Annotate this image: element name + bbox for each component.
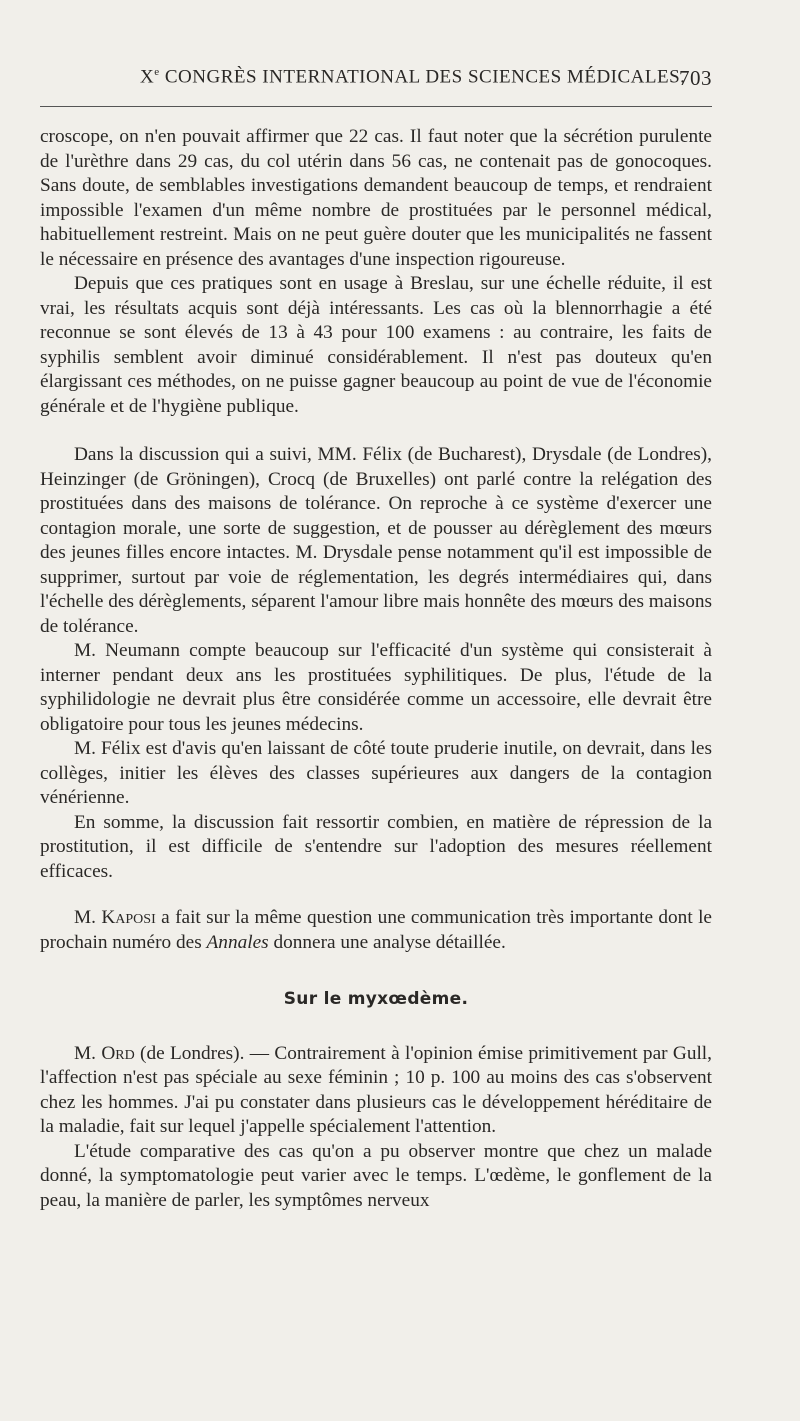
paragraph: croscope, on n'en pouvait affirmer que 22 cas. Il faut noter que la sécrétion purulente de l'urèthre dans 29 cas, du col utérin dans 56 cas, ne contenait pas de gonocoques. Sans doute, de semblables investigations demandent beaucoup de temps, et rendraient impossible l'examen d'un même nombre de prostituées par le personnel médical, habituellement restreint. Mais on ne peut guère douter que les municipalités ne fassent le nécessaire en présence des avantages d'une inspection rigoureuse. xyxy=(40,126,712,270)
paragraph: En somme, la discussion fait ressortir combien, en matière de répression de la prostitution, il est difficile de s'entendre sur l'adoption des mesures réellement efficaces. xyxy=(40,811,712,882)
author-name: Ord xyxy=(101,1042,135,1064)
header-title: Xe CONGRÈS INTERNATIONAL DES SCIENCES MÉDICALES. xyxy=(140,66,686,88)
author-name: Kaposi xyxy=(101,907,156,928)
section-title: Sur le myxœdème. xyxy=(283,989,469,1009)
paragraph: M. Kaposi a fait sur la même question une communication très importante dont le prochain numéro des Annales donnera une analyse détaillée. xyxy=(40,907,712,953)
body-text xyxy=(40,125,712,1213)
paragraph: Depuis que ces pratiques sont en usage à Breslau, sur une échelle réduite, il est vrai, les résultats acquis sont déjà intéressants. Les cas où la blennorrhagie a été reconnue se sont élevés de 13 à 43 pour 100 examens : au contraire, les faits de syphilis semblent avoir diminué considérablement. Il n'est pas douteux qu'en élargissant ces méthodes, on ne puisse gagner beaucoup au point de vue de l'économie générale et de l'hygiène publique. xyxy=(40,273,712,417)
running-header xyxy=(40,66,712,96)
paragraph: M. Neumann compte beaucoup sur l'efficacité d'un système qui consisterait à interner pendant deux ans les prostituées syphilitiques. De plus, l'étude de la syphilidologie ne devrait plus être considérée comme un accessoire, elle devrait être obligatoire pour tous les jeunes médecins. xyxy=(40,640,712,735)
paragraph: L'étude comparative des cas qu'on a pu observer montre que chez un malade donné, la symptomatologie peut varier avec le temps. L'œdème, le gonflement de la peau, la manière de parler, les symptômes nerveux xyxy=(40,1140,712,1211)
paragraph: M. Félix est d'avis qu'en laissant de côté toute pruderie inutile, on devrait, dans les collèges, initier les élèves des classes supérieures aux dangers de la contagion vénérienne. xyxy=(40,738,712,808)
header-rule xyxy=(40,106,712,107)
paragraph: Dans la discussion qui a suivi, MM. Félix (de Bucharest), Drysdale (de Londres), Heinzinger (de Gröningen), Crocq (de Bruxelles) ont parlé contre la relégation des prostituées dans des maisons de tolérance. On reproche à ce système d'exercer une contagion morale, une sorte de suggestion, et de pousser au dérèglement des mœurs des jeunes filles encore intactes. M. Drysdale pense notamment qu'il est impossible de supprimer, surtout par voie de réglementation, les degrés intermédiaires qui, dans l'échelle des dérèglements, séparent l'amour libre mais honnête des mœurs des maisons de tolérance. xyxy=(40,444,712,637)
journal-title: Annales xyxy=(206,931,269,953)
page-number: 703 xyxy=(679,66,712,90)
paragraph: M. Ord (de Londres). — Contrairement à l'opinion émise primitivement par Gull, l'affection n'est pas spéciale au sexe féminin ; 10 p. 100 au moins des cas s'observent chez les hommes. J'ai pu constater dans plusieurs cas le développement héréditaire de la maladie, fait sur lequel j'appelle spécialement l'attention. xyxy=(40,1042,712,1137)
